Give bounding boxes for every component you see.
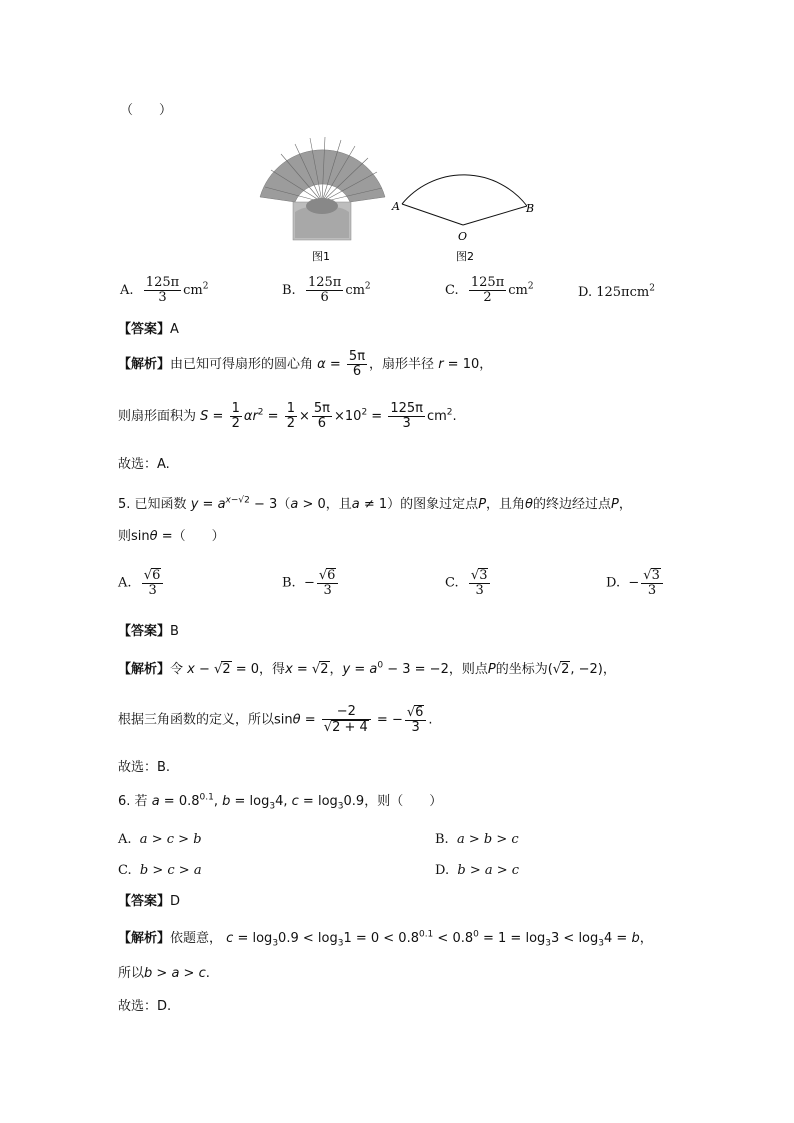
q6-stem: 6. 若 $a = 0.8^{0.1}$, $b = \log_34$, $c = \log_30.9$，则（ ）: [118, 792, 443, 812]
q6-analysis-line1: 【解析】依题意， $c = \log_30.9 < \log_31 = 0 < 0.8^{0.1} < 0.8^0 = 1 = \log_33 < \log_34 = b$，: [118, 929, 653, 949]
q5-stem-line1: 5. 已知函数 $y = a^{x-√2} - 3(a > 0$，且a ≠ 1）的图象过定点P，且角θ的终边经过点P，: [118, 495, 632, 512]
q6-conclusion: 故选：D.: [118, 999, 172, 1014]
q4-option-c: C. $\frac{125\pi}{2}$ $cm^2$: [445, 275, 534, 305]
q4-analysis-line2: 则扇形面积为 S = $\frac{1}{2}$ $\alpha r^2$ = $\frac{1}{2}$ × $\frac{5\pi}{6}$ $\times 10^2$ = $\frac{125\pi}{3}$ $cm^2$.: [118, 401, 457, 431]
sector-diagram: [391, 175, 534, 243]
q4-conclusion: 故选：A.: [118, 457, 170, 472]
q6-analysis-line2: 所以b > a > c.: [118, 966, 210, 981]
q5-option-d: D. − $\frac{√3}{3}$: [606, 568, 665, 598]
q5-option-a: A. $\frac{√6}{3}$: [118, 568, 165, 598]
q6-option-c: C. b > c > a: [118, 863, 202, 878]
q4-analysis-line1: 【解析】由已知可得扇形的圆心角 α = $\frac{5\pi}{6}$ ，扇形半径 r = 10，: [118, 349, 493, 379]
q5-stem-line2: 则sinθ =（ ）: [118, 529, 225, 544]
question-answer-blank: （ ）: [120, 103, 173, 118]
q5-option-c: C. $\frac{√3}{3}$: [445, 568, 492, 598]
q5-analysis-line2: 根据三角函数的定义，所以sinθ = $\frac{-2}{√2 + 4}$ = − $\frac{√6}{3}$ .: [118, 704, 433, 735]
q4-option-d: D. 125πcm$^2$: [578, 283, 655, 300]
q4-option-b: B. $\frac{125\pi}{6}$ $cm^2$: [282, 275, 371, 305]
q5-option-b: B. − $\frac{√6}{3}$: [282, 568, 340, 598]
fig1-caption: 图1: [312, 250, 330, 263]
q5-analysis-line1: 【解析】令 x − √2 = 0，得x = √2，$y = a^0 - 3 = -2$，则点P的坐标为(√2, −2)，: [118, 660, 616, 677]
point-a-label: A: [392, 200, 400, 213]
q5-conclusion: 故选：B.: [118, 760, 171, 775]
point-b-label: B: [526, 202, 535, 215]
folding-fan-image: [260, 137, 385, 240]
point-o-label: O: [458, 230, 468, 243]
q6-answer: 【答案】D: [118, 894, 181, 909]
figure-area: [255, 132, 555, 267]
q6-option-b: B. a > b > c: [435, 832, 519, 847]
q6-option-d: D. b > a > c: [435, 863, 520, 878]
fig2-caption: 图2: [456, 250, 474, 263]
q6-option-a: A. a > c > b: [118, 832, 202, 847]
q4-option-a: A. $\frac{125\pi}{3}$ $cm^2$: [120, 275, 209, 305]
q5-answer: 【答案】B: [118, 624, 179, 639]
q4-answer: 【答案】A: [118, 322, 179, 337]
